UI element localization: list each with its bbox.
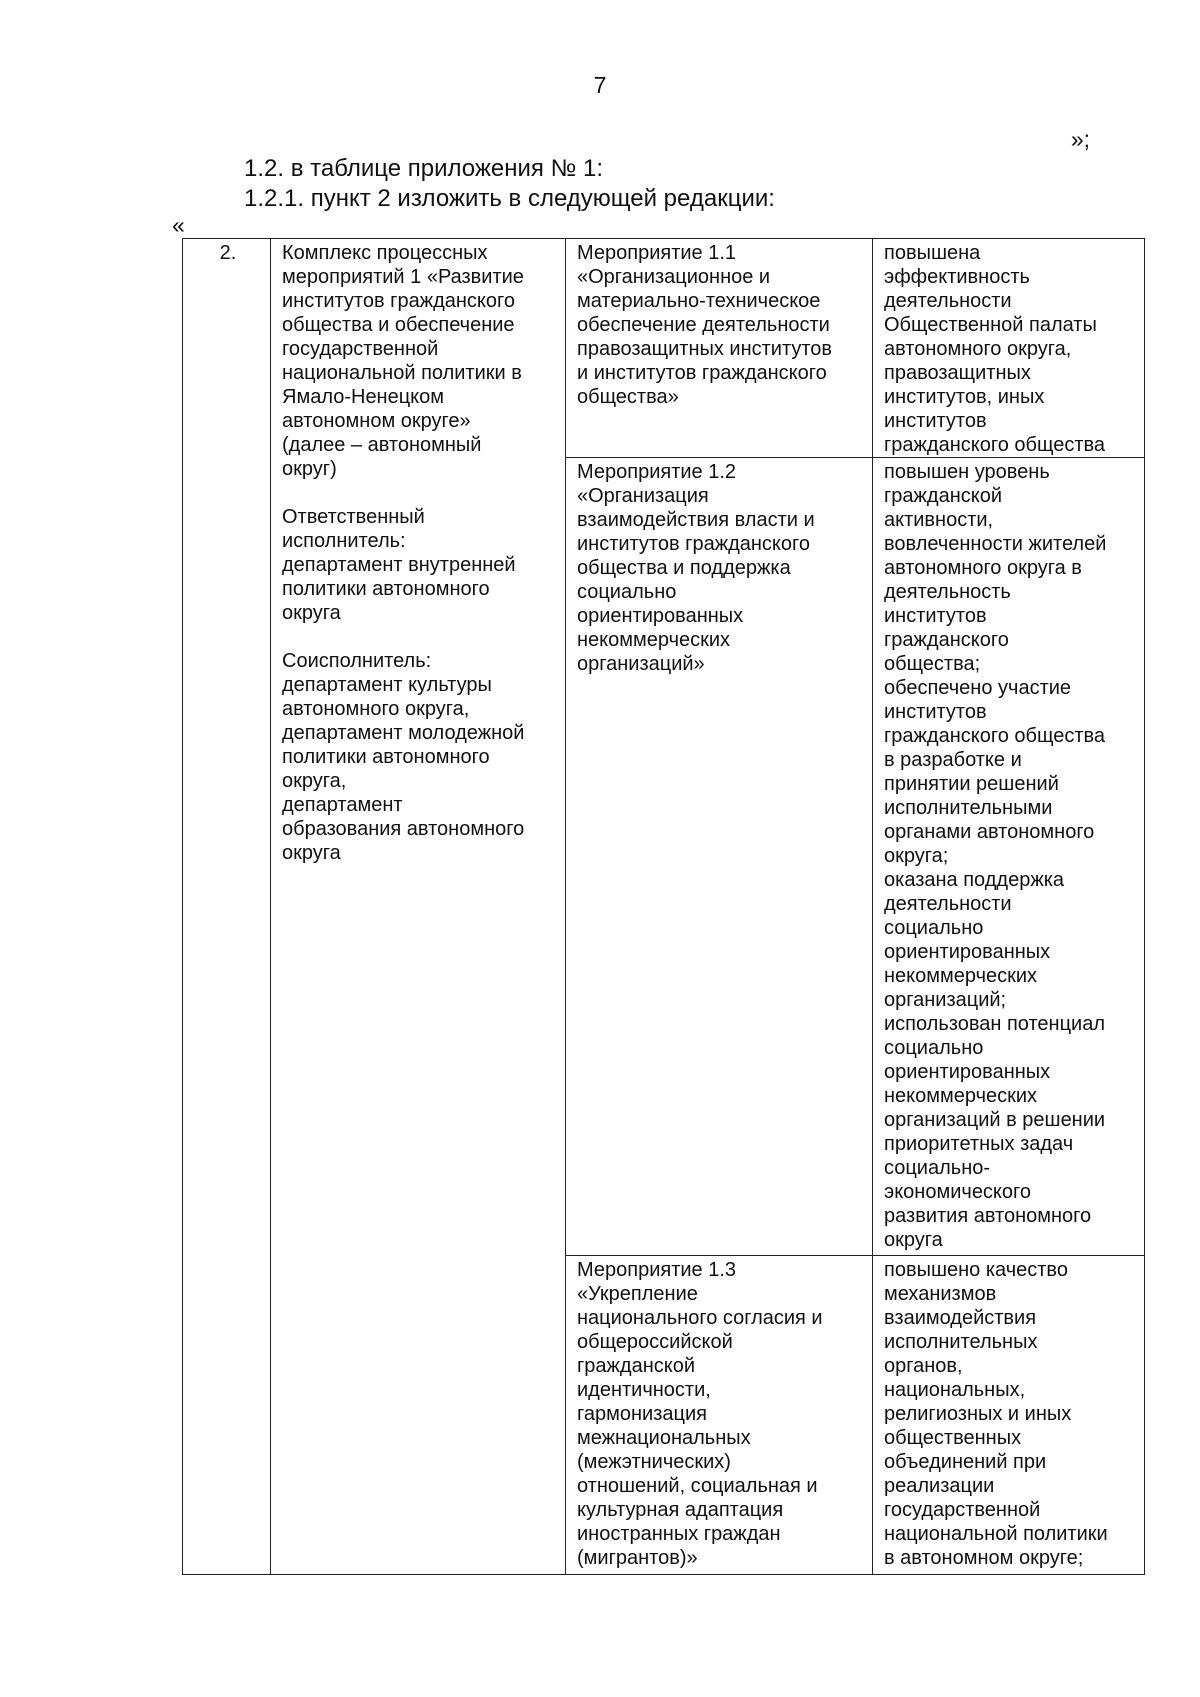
text-line: и институтов гражданского [577,362,827,384]
text-line: отношений, социальная и [577,1475,818,1497]
text-line: ориентированных [884,941,1051,963]
text-line: повышена [884,242,981,264]
text-line: деятельности [884,893,1012,915]
text-line: Ответственный [282,506,425,528]
text-line: идентичности, [577,1379,711,1401]
text-line: институтов [884,410,987,432]
text-line: ориентированных [577,605,744,627]
text-line: реализации [884,1475,995,1497]
text-line: округа, [282,770,347,792]
measure-1-2-result [873,458,1145,1256]
opening-quote: « [172,212,185,238]
text-line: гармонизация [577,1403,707,1425]
text-line: принятии решений [884,773,1059,795]
text-line: Мероприятие 1.3 [577,1259,737,1281]
text-line: Мероприятие 1.1 [577,242,737,264]
text-line: национальных, [884,1379,1026,1401]
text-line: вовлеченности жителей [884,533,1107,555]
text-line: взаимодействия власти и [577,509,815,531]
text-line: национальной политики в [282,362,522,384]
text-line: взаимодействия [884,1307,1037,1329]
text-line: оказана поддержка [884,869,1065,891]
text-line: исполнительными [884,797,1053,819]
text-line: институтов [884,701,987,723]
text-line: в разработке и [884,749,1022,771]
text-line: институтов [884,605,987,627]
text-line: политики автономного [282,578,490,600]
text-line: общества и обеспечение [282,314,515,336]
instruction-table-appendix: 1.2. в таблице приложения № 1: [244,155,604,182]
text-line: департамент молодежной [282,722,525,744]
text-line: политики автономного [282,746,490,768]
instruction-item-2: 1.2.1. пункт 2 изложить в следующей редакции: [244,185,775,212]
text-line: автономного округа, [282,698,470,720]
text-line: Мероприятие 1.2 [577,461,737,483]
text-line: государственной [282,338,439,360]
text-line: автономного округа в [884,557,1082,579]
text-line: повышено качество [884,1259,1068,1281]
text-line: исполнитель: [282,530,406,552]
text-line: деятельность [884,581,1011,603]
text-line: гражданской [577,1355,696,1377]
text-line: округ) [282,458,337,480]
text-line: департамент внутренней [282,554,516,576]
text-line: Ямало-Ненецком [282,386,445,408]
text-line: социально [577,581,677,603]
text-line: экономического [884,1181,1032,1203]
text-line: правозащитных институтов [577,338,833,360]
complex-title [282,241,557,481]
text-line: социально- [884,1157,991,1179]
text-line: национальной политики [884,1523,1108,1545]
text-line: институтов гражданского [577,533,811,555]
text-line: общероссийской [577,1331,733,1353]
text-line: исполнительных [884,1331,1038,1353]
text-line: повышен уровень [884,461,1050,483]
text-line: «Организационное и [577,266,771,288]
text-line: гражданского [884,629,1009,651]
text-line: «Организация [577,485,709,507]
text-line: департамент культуры [282,674,492,696]
row-number: 2. [219,242,237,264]
text-line: «Укрепление [577,1283,698,1305]
text-line: (далее – автономный [282,434,482,456]
text-line: организаций» [577,653,705,675]
text-line: правозащитных [884,362,1031,384]
text-line: общества» [577,386,679,408]
text-line: приоритетных задач [884,1133,1074,1155]
text-line: некоммерческих [884,1085,1038,1107]
measure-1-2-name [566,458,873,1256]
text-line: в автономном округе; [884,1547,1084,1569]
text-line: органами автономного [884,821,1095,843]
text-line: иностранных граждан [577,1523,781,1545]
text-line: общества; [884,653,981,675]
text-line: образования автономного [282,818,525,840]
text-line: деятельности [884,290,1012,312]
complex-cell [271,239,566,1575]
text-line: обеспечение деятельности [577,314,830,336]
text-line: департамент [282,794,403,816]
text-line: организаций; [884,989,1007,1011]
text-line: материально-техническое [577,290,821,312]
text-line: некоммерческих [884,965,1038,987]
text-line: округа [282,842,341,864]
text-line: некоммерческих [577,629,731,651]
page-number: 7 [593,72,607,98]
row-number-cell [183,239,271,1575]
text-line: (межэтнических) [577,1451,731,1473]
text-line: ориентированных [884,1061,1051,1083]
measure-1-3-result [873,1256,1145,1575]
measure-1-1-name [566,239,873,458]
closing-quote: »; [1070,126,1090,152]
text-line: гражданской [884,485,1003,507]
text-line: религиозных и иных [884,1403,1072,1425]
measure-1-1-result [873,239,1145,458]
measure-1-3-name [566,1256,873,1575]
text-line: государственной [884,1499,1041,1521]
text-line: автономном округе» [282,410,471,432]
text-line: национального согласия и [577,1307,823,1329]
text-line: социально [884,917,984,939]
text-line: Комплекс процессных [282,242,488,264]
text-line: активности, [884,509,994,531]
text-line: институтов гражданского [282,290,516,312]
text-line: Соисполнитель: [282,650,432,672]
text-line: округа; [884,845,949,867]
text-line: гражданского общества [884,725,1106,747]
text-line: органов, [884,1355,963,1377]
co-executor [282,649,557,865]
text-line: развития автономного [884,1205,1092,1227]
text-line: гражданского общества [884,434,1106,456]
text-line: автономного округа, [884,338,1072,360]
text-line: общественных [884,1427,1022,1449]
text-line: объединений при [884,1451,1047,1473]
text-line: механизмов [884,1283,997,1305]
text-line: организаций в решении [884,1109,1106,1131]
text-line: эффективность [884,266,1030,288]
program-table [182,238,1145,1575]
text-line: округа [282,602,341,624]
text-line: обеспечено участие [884,677,1072,699]
text-line: Общественной палаты [884,314,1097,336]
text-line: социально [884,1037,984,1059]
text-line: (мигрантов)» [577,1547,698,1569]
text-line: мероприятий 1 «Развитие [282,266,524,288]
text-line: общества и поддержка [577,557,791,579]
text-line: межнациональных [577,1427,751,1449]
text-line: использован потенциал [884,1013,1106,1035]
text-line: культурная адаптация [577,1499,784,1521]
text-line: округа [884,1229,943,1251]
text-line: институтов, иных [884,386,1045,408]
responsible-executor [282,505,557,625]
